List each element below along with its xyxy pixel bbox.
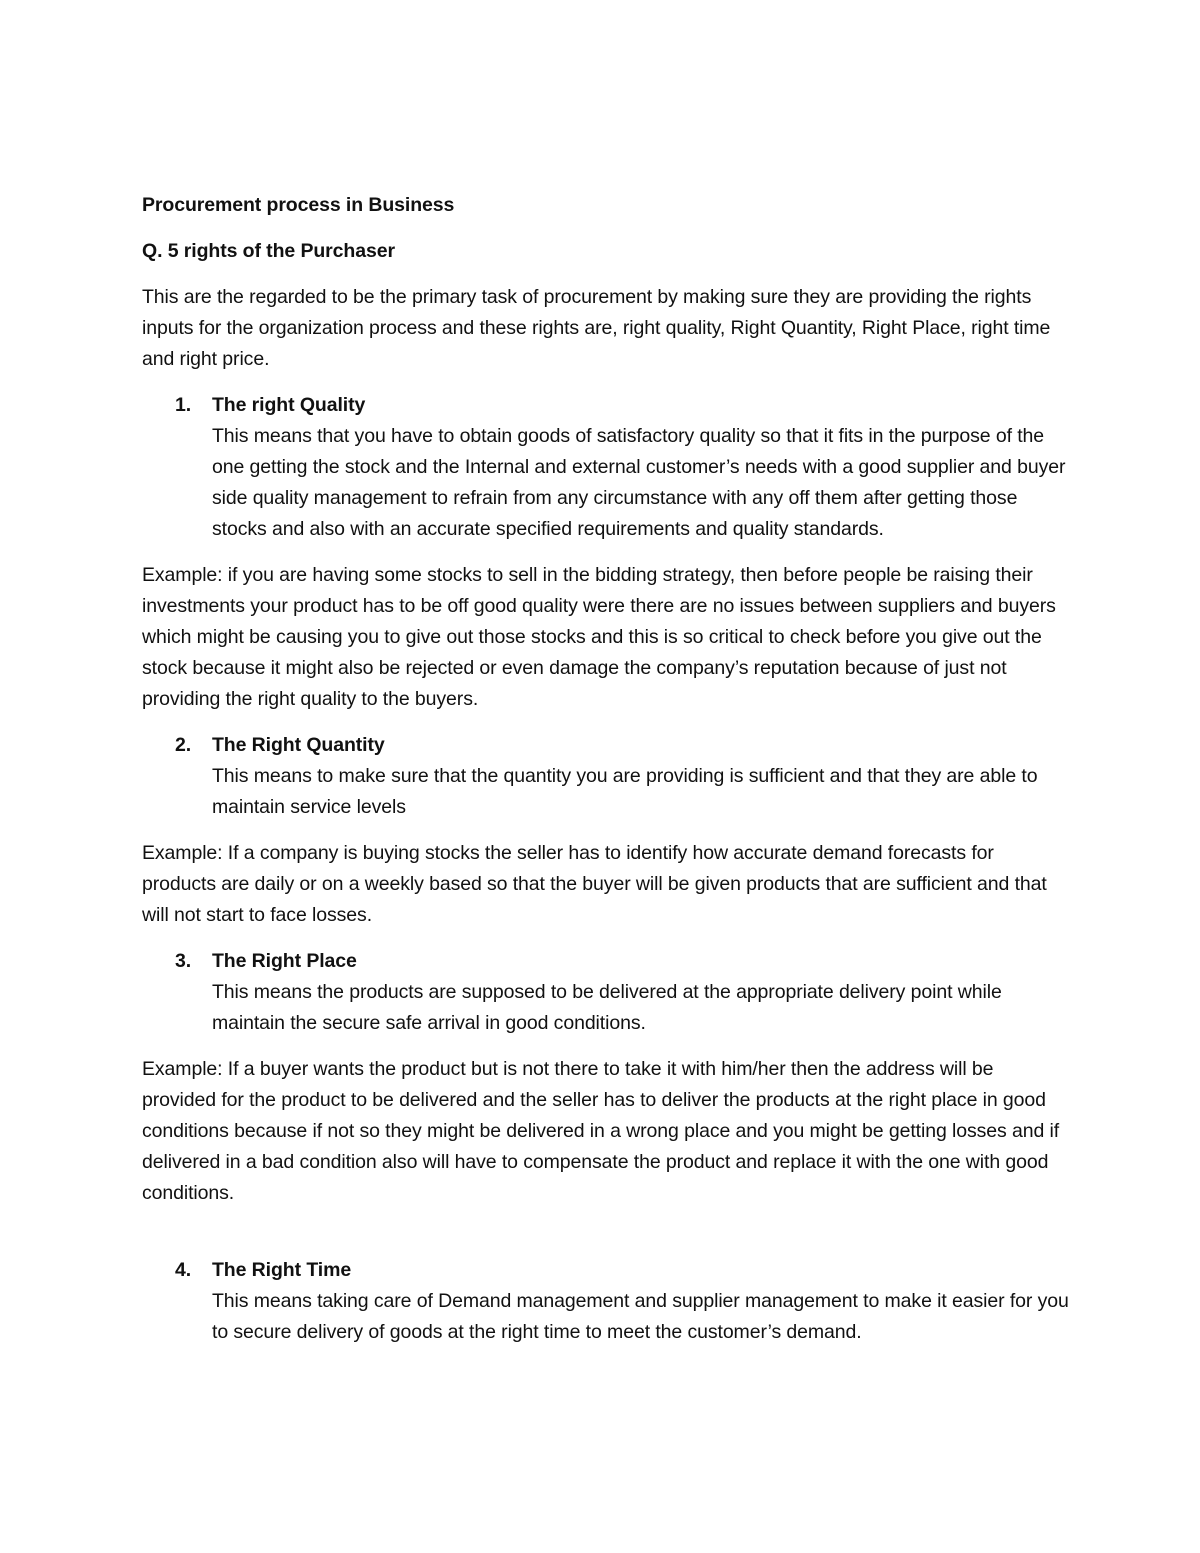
list-item: [142, 1255, 1072, 1348]
example-paragraph: Example: if you are having some stocks to sell in the bidding strategy, then before people be raising their investments your product has to be off good quality were there are no issues between suppliers and buyers which might be causing you to give out those stocks and this is so critical to check before you give out the stock because it might also be rejected or even damage the company’s reputation because of just not providing the right quality to the buyers.: [142, 564, 1056, 710]
item-heading: The Right Place: [212, 950, 357, 972]
item-heading: The Right Quantity: [212, 734, 385, 756]
example-paragraph: Example: If a company is buying stocks the seller has to identify how accurate demand forecasts for products are daily or on a weekly based so that the buyer will be given products that are sufficient and that will not start to face losses.: [142, 842, 1047, 926]
item-number: 2.: [175, 734, 192, 756]
question-heading: Q. 5 rights of the Purchaser: [142, 240, 395, 262]
list-item: [142, 730, 1072, 823]
item-number: 4.: [175, 1259, 192, 1281]
item-number: 3.: [175, 950, 192, 972]
list-item: [142, 390, 1072, 545]
document-title: Procurement process in Business: [142, 194, 455, 216]
item-description: This means taking care of Demand management and supplier management to make it easier for you to secure delivery of goods at the right time to meet the customer’s demand.: [212, 1290, 1069, 1343]
item-description: This means the products are supposed to be delivered at the appropriate delivery point while maintain the secure safe arrival in good conditions.: [212, 981, 1002, 1034]
item-description: This means that you have to obtain goods of satisfactory quality so that it fits in the purpose of the one getting the stock and the Internal and external customer’s needs with a good supplier and buyer side quality management to refrain from any circumstance with any off them after getting those stocks and also with an accurate specified requirements and quality standards.: [212, 425, 1066, 540]
blank-line: [142, 1224, 1072, 1255]
item-heading: The Right Time: [212, 1259, 352, 1281]
item-number: 1.: [175, 394, 192, 416]
document-body: [142, 190, 1072, 1363]
item-description: This means to make sure that the quantity you are providing is sufficient and that they are able to maintain service levels: [212, 765, 1038, 818]
item-heading: The right Quality: [212, 394, 366, 416]
list-item: [142, 946, 1072, 1039]
intro-paragraph: This are the regarded to be the primary task of procurement by making sure they are providing the rights inputs for the organization process and these rights are, right quality, Right Quantity, Right Place, right time and right price.: [142, 286, 1051, 370]
example-paragraph: Example: If a buyer wants the product but is not there to take it with him/her then the address will be provided for the product to be delivered and the seller has to deliver the products at the right place in good conditions because if not so they might be delivered in a wrong place and you might be getting losses and if delivered in a bad condition also will have to compensate the product and replace it with the one with good conditions.: [142, 1058, 1060, 1204]
